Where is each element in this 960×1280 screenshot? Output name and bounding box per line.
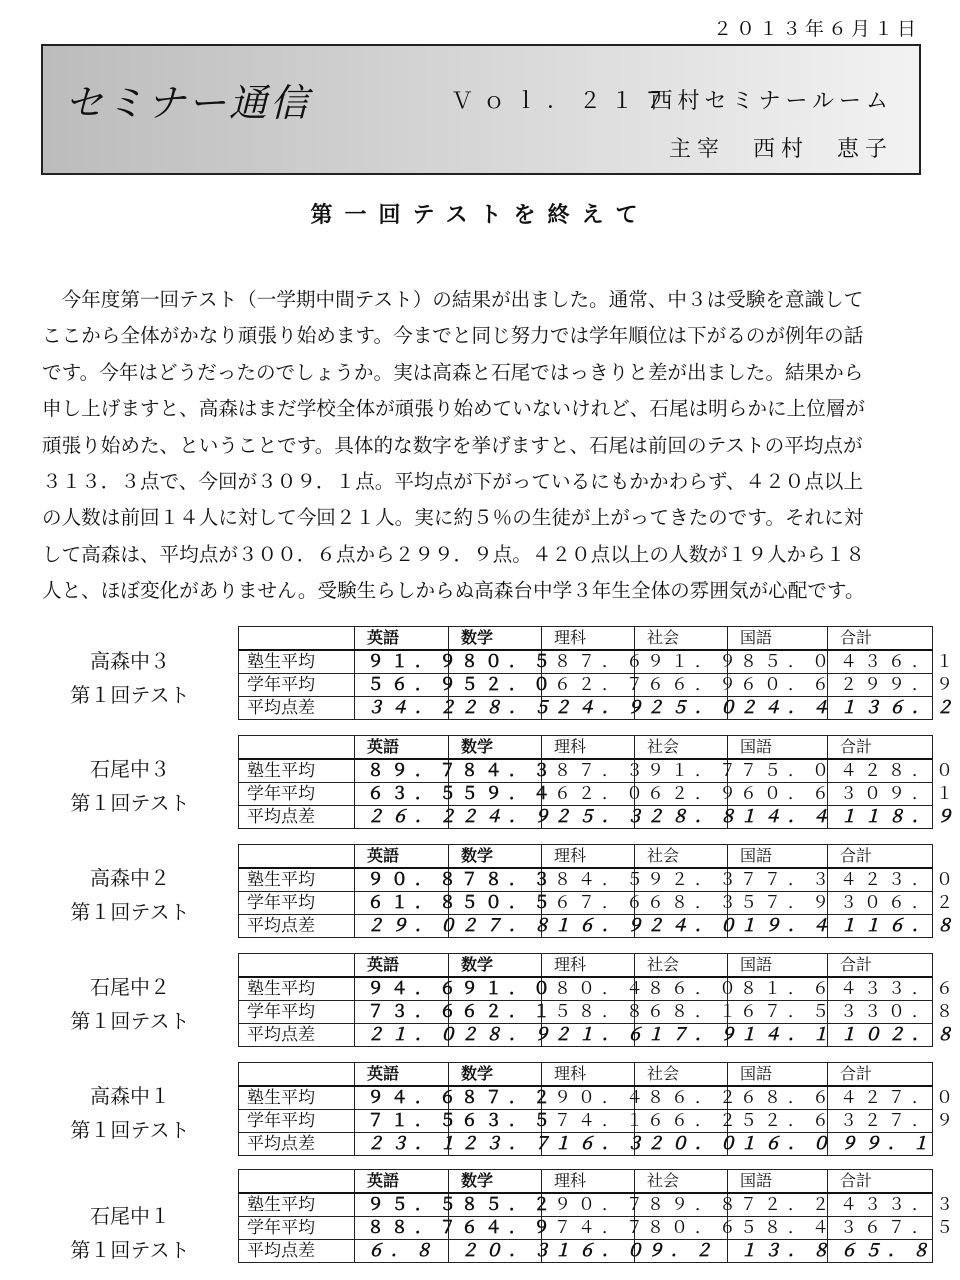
test-name: 第１回テスト [70, 683, 190, 707]
score-cell: ８１．６ [728, 977, 828, 1001]
column-header: 数学 [449, 845, 542, 869]
score-cell: ７３．６ [355, 1001, 449, 1024]
article-line: 今年度第一回テスト（一学期中間テスト）の結果が出ました。通常、中３は受験を意識して [42, 288, 864, 311]
column-header: 国語 [728, 627, 828, 651]
table-row [239, 1110, 933, 1133]
score-cell: ６０．６ [728, 674, 828, 697]
score-cell: ５８．４ [728, 1217, 828, 1240]
table-row [239, 759, 933, 783]
score-cell: ２４．０ [635, 915, 728, 938]
article-line: です。今年はどうだったのでしょうか。実は高森と石尾ではっきりと差が出ました。結果から [42, 360, 864, 384]
score-cell: １３６．２ [828, 697, 933, 720]
column-header: 英語 [355, 954, 449, 978]
score-cell: ８４．５ [542, 868, 635, 892]
column-header: 国語 [728, 1063, 828, 1087]
row-label: 平均点差 [239, 1133, 355, 1156]
organization-name: 西村セミナールーム [650, 89, 893, 114]
score-table [238, 1062, 960, 1156]
column-header: 理科 [542, 627, 635, 651]
test-name: 第１回テスト [70, 900, 190, 924]
score-cell: ２３．７ [449, 1133, 542, 1156]
score-cell: ６．８ [355, 1240, 449, 1263]
column-header: 社会 [635, 736, 728, 760]
score-cell: ９０．８ [355, 868, 449, 892]
row-label: 塾生平均 [239, 977, 355, 1001]
table-caption [50, 970, 210, 1038]
score-cell: ８６．０ [635, 977, 728, 1001]
article-line: 申し上げますと、高森はまだ学校全体が頑張り始めていないけれど、石尾は明らかに上位層が [42, 397, 865, 421]
score-cell: ６７．６ [542, 892, 635, 915]
column-header: 社会 [635, 1170, 728, 1194]
score-cell: ３０９．１ [828, 783, 933, 806]
score-cell: ４２３．０ [828, 868, 933, 892]
score-cell: ５２．６ [728, 1110, 828, 1133]
score-cell: ６０．６ [728, 783, 828, 806]
score-cell: １４．４ [728, 806, 828, 829]
score-cell: ６２．７ [542, 674, 635, 697]
score-cell: ６２．０ [542, 783, 635, 806]
article-line: 人と、ほぼ変化がありません。受験生らしからぬ高森台中学３年生全体の雰囲気が心配です。 [42, 579, 865, 603]
column-header: 理科 [542, 954, 635, 978]
column-header: 国語 [728, 845, 828, 869]
score-cell: ６１．８ [355, 892, 449, 915]
score-cell: ９１．０ [449, 977, 542, 1001]
article-line: ３１３．３点で、今回が３０９．１点。平均点が下がっているにもかかわらず、４２０点以上 [42, 470, 863, 494]
score-cell: ２５．３ [542, 806, 635, 829]
score-cell: ８８．７ [355, 1217, 449, 1240]
table-row [239, 1086, 933, 1110]
table-caption [50, 1079, 210, 1147]
score-table [238, 735, 960, 829]
column-header: 社会 [635, 954, 728, 978]
score-cell: ３３０．８ [828, 1001, 933, 1024]
score-cell: ２８．９ [449, 1024, 542, 1047]
score-cell: ４２８．０ [828, 759, 933, 783]
table-caption [50, 752, 210, 820]
score-cell: ２１．０ [355, 1024, 449, 1047]
score-table [238, 626, 960, 720]
row-label: 平均点差 [239, 806, 355, 829]
column-header: 英語 [355, 1170, 449, 1194]
score-cell: ４３３．６ [828, 977, 933, 1001]
score-cell: ８０．５ [449, 650, 542, 674]
score-cell: ２８．５ [449, 697, 542, 720]
row-label: 塾生平均 [239, 1086, 355, 1110]
table-header-row [239, 845, 933, 869]
article-body [42, 282, 924, 610]
column-header: 数学 [449, 954, 542, 978]
table-row [239, 868, 933, 892]
table-header-row [239, 736, 933, 760]
score-cell: ２８．８ [635, 806, 728, 829]
score-cell: ８７．６ [542, 650, 635, 674]
row-label: 学年平均 [239, 1001, 355, 1024]
column-header: 英語 [355, 736, 449, 760]
issue-date: ２０１３年６月１日 [712, 18, 920, 40]
score-cell: ９１．９ [355, 650, 449, 674]
score-cell: １６．３ [542, 1133, 635, 1156]
test-name: 第１回テスト [70, 791, 190, 815]
score-cell: ７４．１ [542, 1110, 635, 1133]
score-cell: １９．４ [728, 915, 828, 938]
row-label: 学年平均 [239, 1217, 355, 1240]
score-table [238, 953, 960, 1047]
row-label: 塾生平均 [239, 868, 355, 892]
row-label: 学年平均 [239, 783, 355, 806]
column-header: 社会 [635, 1063, 728, 1087]
score-cell: ３２７．９ [828, 1110, 933, 1133]
header-corner [239, 627, 355, 651]
score-cell: ８９．７ [355, 759, 449, 783]
column-header: 合計 [828, 954, 933, 978]
row-label: 平均点差 [239, 697, 355, 720]
score-cell: １６．０ [728, 1133, 828, 1156]
score-cell: １６．９ [542, 915, 635, 938]
score-cell: ９４．６ [355, 977, 449, 1001]
score-cell: ６７．５ [728, 1001, 828, 1024]
column-header: 合計 [828, 736, 933, 760]
column-header: 英語 [355, 845, 449, 869]
column-header: 英語 [355, 627, 449, 651]
score-cell: ６６．２ [635, 1110, 728, 1133]
table-caption [50, 1199, 210, 1267]
school-name: 石尾中２ [90, 975, 170, 999]
score-cell: ８５．０ [728, 650, 828, 674]
score-table [238, 1169, 960, 1263]
newsletter-header [41, 44, 921, 175]
score-cell: ８９．８ [635, 1193, 728, 1217]
column-header: 国語 [728, 736, 828, 760]
column-header: 数学 [449, 1170, 542, 1194]
table-row [239, 674, 933, 697]
school-name: 石尾中１ [90, 1204, 170, 1228]
table-row [239, 1133, 933, 1156]
row-label: 平均点差 [239, 915, 355, 938]
row-label: 塾生平均 [239, 1193, 355, 1217]
header-corner [239, 954, 355, 978]
column-header: 理科 [542, 1170, 635, 1194]
column-header: 数学 [449, 736, 542, 760]
article-line: して高森は、平均点が３００．６点から２９９．９点。４２０点以上の人数が１９人から１８ [42, 542, 865, 566]
row-label: 平均点差 [239, 1240, 355, 1263]
score-cell: ８４．３ [449, 759, 542, 783]
score-cell: ８０．６ [635, 1217, 728, 1240]
article-line: の人数は前回１４人に対して今回２１人。実に約５％の生徒が上がってきたのです。それに対 [42, 506, 864, 530]
row-label: 学年平均 [239, 892, 355, 915]
row-label: 塾生平均 [239, 759, 355, 783]
header-corner [239, 1063, 355, 1087]
score-cell: ２６．２ [355, 806, 449, 829]
row-label: 塾生平均 [239, 650, 355, 674]
score-cell: ８６．２ [635, 1086, 728, 1110]
score-cell: ７４．７ [542, 1217, 635, 1240]
column-header: 数学 [449, 1063, 542, 1087]
article-title: 第一回テストを終えて [310, 203, 650, 228]
score-cell: １０２．８ [828, 1024, 933, 1047]
row-label: 平均点差 [239, 1024, 355, 1047]
score-cell: ７２．２ [728, 1193, 828, 1217]
table-row [239, 977, 933, 1001]
score-cell: ９１．７ [635, 759, 728, 783]
score-cell: ２５．０ [635, 697, 728, 720]
test-name: 第１回テスト [70, 1118, 190, 1142]
score-cell: ３０６．２ [828, 892, 933, 915]
test-name: 第１回テスト [70, 1238, 190, 1262]
score-cell: ５０．５ [449, 892, 542, 915]
score-cell: ２４．９ [449, 806, 542, 829]
column-header: 合計 [828, 1170, 933, 1194]
score-cell: ８５．２ [449, 1193, 542, 1217]
score-cell: ５９．４ [449, 783, 542, 806]
score-cell: ９９．１ [828, 1133, 933, 1156]
score-cell: ９０．４ [542, 1086, 635, 1110]
score-cell: ５６．９ [355, 674, 449, 697]
score-cell: ６８．１ [635, 1001, 728, 1024]
table-row [239, 806, 933, 829]
table-caption [50, 861, 210, 929]
score-cell: ４３６．１ [828, 650, 933, 674]
table-row [239, 783, 933, 806]
score-cell: １３．８ [728, 1240, 828, 1263]
row-label: 学年平均 [239, 674, 355, 697]
table-row [239, 1001, 933, 1024]
score-cell: ２７．８ [449, 915, 542, 938]
table-caption [50, 644, 210, 712]
score-cell: ９４．６ [355, 1086, 449, 1110]
table-row [239, 1024, 933, 1047]
score-cell: ６５．８ [828, 1240, 933, 1263]
table-row [239, 915, 933, 938]
table-header-row [239, 1170, 933, 1194]
score-cell: ２３．１ [355, 1133, 449, 1156]
table-row [239, 1217, 933, 1240]
score-cell: ２０．０ [635, 1133, 728, 1156]
score-cell: ６２．９ [635, 783, 728, 806]
score-cell: １６．０ [542, 1240, 635, 1263]
table-header-row [239, 954, 933, 978]
row-label: 学年平均 [239, 1110, 355, 1133]
column-header: 社会 [635, 627, 728, 651]
school-name: 石尾中３ [90, 757, 170, 781]
column-header: 理科 [542, 1063, 635, 1087]
score-cell: ４３３．３ [828, 1193, 933, 1217]
score-cell: ６２．１ [449, 1001, 542, 1024]
column-header: 理科 [542, 845, 635, 869]
column-header: 国語 [728, 954, 828, 978]
score-cell: ９．２ [635, 1240, 728, 1263]
score-cell: ８７．２ [449, 1086, 542, 1110]
score-cell: １７．９ [635, 1024, 728, 1047]
score-cell: ６４．９ [449, 1217, 542, 1240]
score-cell: ９０．７ [542, 1193, 635, 1217]
column-header: 合計 [828, 627, 933, 651]
score-cell: ７８．３ [449, 868, 542, 892]
score-cell: ２０．３ [449, 1240, 542, 1263]
table-row [239, 892, 933, 915]
column-header: 合計 [828, 845, 933, 869]
table-row [239, 1193, 933, 1217]
table-header-row [239, 627, 933, 651]
school-name: 高森中３ [90, 649, 170, 673]
score-cell: ６８．３ [635, 892, 728, 915]
score-cell: ２４．９ [542, 697, 635, 720]
school-name: 高森中２ [90, 866, 170, 890]
column-header: 国語 [728, 1170, 828, 1194]
column-header: 理科 [542, 736, 635, 760]
newsletter-title: セミナー通信 [65, 81, 312, 125]
score-cell: ９１．９ [635, 650, 728, 674]
table-row [239, 1240, 933, 1263]
score-cell: ７５．０ [728, 759, 828, 783]
score-cell: ２９．０ [355, 915, 449, 938]
score-cell: １１６．８ [828, 915, 933, 938]
score-cell: ５８．８ [542, 1001, 635, 1024]
score-cell: ４２７．０ [828, 1086, 933, 1110]
director-name: 主宰 西村 恵子 [668, 137, 893, 162]
test-name: 第１回テスト [70, 1009, 190, 1033]
score-cell: ９５．５ [355, 1193, 449, 1217]
header-corner [239, 736, 355, 760]
header-corner [239, 1170, 355, 1194]
article-line: ここから全体がかなり頑張り始めます。今までと同じ努力では学年順位は下がるのが例年の話 [42, 324, 864, 348]
school-name: 高森中１ [90, 1084, 170, 1108]
score-cell: ８７．３ [542, 759, 635, 783]
header-corner [239, 845, 355, 869]
score-cell: ７７．３ [728, 868, 828, 892]
column-header: 英語 [355, 1063, 449, 1087]
score-cell: ２１．６ [542, 1024, 635, 1047]
score-cell: ８０．４ [542, 977, 635, 1001]
column-header: 数学 [449, 627, 542, 651]
score-cell: ９２．３ [635, 868, 728, 892]
column-header: 社会 [635, 845, 728, 869]
column-header: 合計 [828, 1063, 933, 1087]
score-cell: ３４．２ [355, 697, 449, 720]
volume-number: Ｖｏｌ．２１７ [451, 89, 676, 114]
score-cell: ６３．５ [449, 1110, 542, 1133]
score-cell: ７１．５ [355, 1110, 449, 1133]
score-cell: ２４．４ [728, 697, 828, 720]
table-header-row [239, 1063, 933, 1087]
score-cell: １４．１ [728, 1024, 828, 1047]
score-cell: ５７．９ [728, 892, 828, 915]
table-row [239, 697, 933, 720]
score-cell: ５２．０ [449, 674, 542, 697]
score-cell: １１８．９ [828, 806, 933, 829]
article-line: 頑張り始めた、ということです。具体的な数字を挙げますと、石尾は前回のテストの平均点が [42, 433, 863, 457]
score-table [238, 844, 960, 938]
score-cell: ６８．６ [728, 1086, 828, 1110]
score-cell: ６６．９ [635, 674, 728, 697]
table-row [239, 650, 933, 674]
score-cell: ２９９．９ [828, 674, 933, 697]
score-cell: ３６７．５ [828, 1217, 933, 1240]
score-cell: ６３．５ [355, 783, 449, 806]
